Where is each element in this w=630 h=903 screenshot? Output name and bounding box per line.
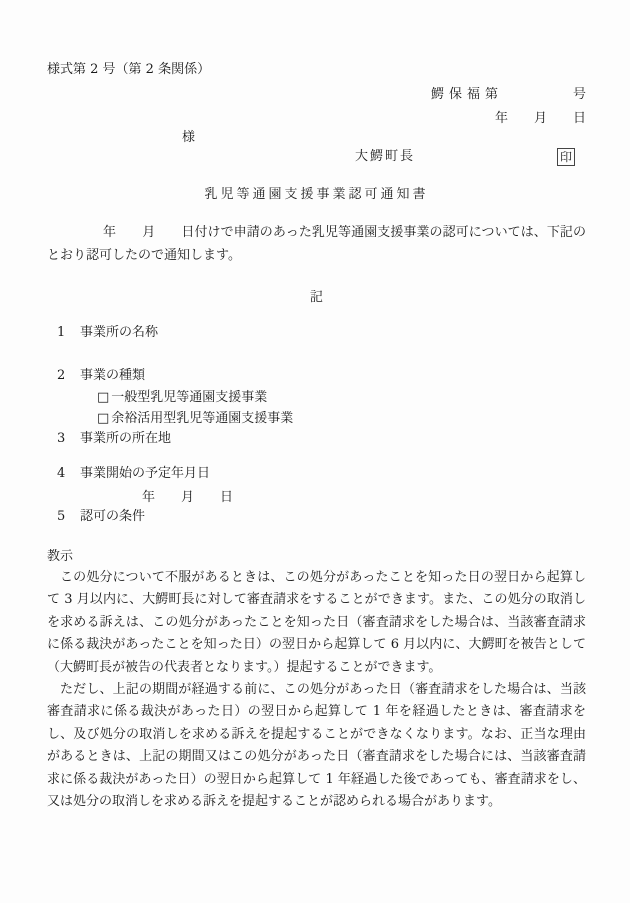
item-label: 事業の種類 — [80, 368, 146, 383]
form-number: 様式第 2 号（第 2 条関係） — [47, 62, 211, 77]
item-label: 事業所の所在地 — [80, 431, 172, 446]
document-title: 乳児等通園支援事業認可通知書 — [204, 187, 429, 202]
item-business-address — [47, 429, 586, 448]
item-number: 2 — [57, 368, 66, 383]
notice-heading: 教示 — [47, 549, 74, 564]
notice-section — [47, 567, 586, 813]
item-label: 事業開始の予定年月日 — [80, 466, 211, 481]
record-marker: 記 — [309, 290, 323, 305]
issuer-name: 大鰐町長 — [355, 149, 416, 164]
checkbox-option-general[interactable] — [47, 388, 586, 407]
item-start-date — [47, 464, 586, 483]
item-business-name — [47, 323, 586, 342]
item-label: 認可の条件 — [80, 509, 146, 524]
item-business-type — [47, 366, 586, 385]
checkbox-option-surplus[interactable] — [47, 409, 586, 428]
start-date-placeholder: 年 月 日 — [142, 490, 234, 505]
checkbox-icon[interactable]: □ — [97, 390, 110, 405]
item-approval-conditions — [47, 507, 586, 526]
addressee-honorific: 様 — [182, 130, 196, 145]
checkbox-icon[interactable]: □ — [97, 411, 110, 426]
seal-placeholder: 印 — [557, 148, 575, 166]
item-label: 事業所の名称 — [80, 325, 159, 340]
notice-paragraph-appeal: この処分について不服があるときは、この処分があったことを知った日の翌日から起算して 3 月以内に、大鰐町長に対して審査請求をすることができます。また、この処分の取消しを求める訴えは、この処分があったことを知った日（審査請求をした場合は、当該審査請求に係る裁決があったことを知った日）の翌日から起算して 6 月以内に、大鰐町を被告として（大鰐町長が被告の代表者となります。）提起することができます。 — [47, 570, 586, 675]
issuer-line — [47, 147, 586, 166]
item-number: 5 — [57, 509, 66, 524]
item-number: 4 — [57, 466, 66, 481]
reference-number-prefix: 鰐保福第 — [430, 87, 503, 102]
notice-paragraph-deadline: ただし、上記の期間が経過する前に、この処分があった日（審査請求をした場合は、当該審査請求に係る裁決があった日）の翌日から起算して 1 年を経過したときは、審査請求をし、及び処分の取消しを求める訴えを提起することができなくなります。なお、正当な理由があるときは、上記の期間又はこの処分があった日（審査請求をした場合には、当該審査請求に係る裁決があった日）の翌日から起算して 1 年経過した後であっても、審査請求をし、又は処分の取消しを求める訴えを提起することが認められる場合があります。 — [47, 682, 586, 810]
issue-date-line: 年 月 日 — [494, 111, 586, 126]
checkbox-label: 余裕活用型乳児等通園支援事業 — [111, 411, 294, 426]
item-number: 3 — [57, 431, 66, 446]
body-paragraph: 年 月 日付けで申請のあった乳児等通園支援事業の認可については、下記のとおり認可したので通知します。 — [47, 225, 586, 263]
item-number: 1 — [57, 325, 66, 340]
reference-number-line — [47, 85, 586, 104]
reference-number-suffix: 号 — [572, 87, 586, 102]
checkbox-label: 一般型乳児等通園支援事業 — [111, 390, 268, 405]
